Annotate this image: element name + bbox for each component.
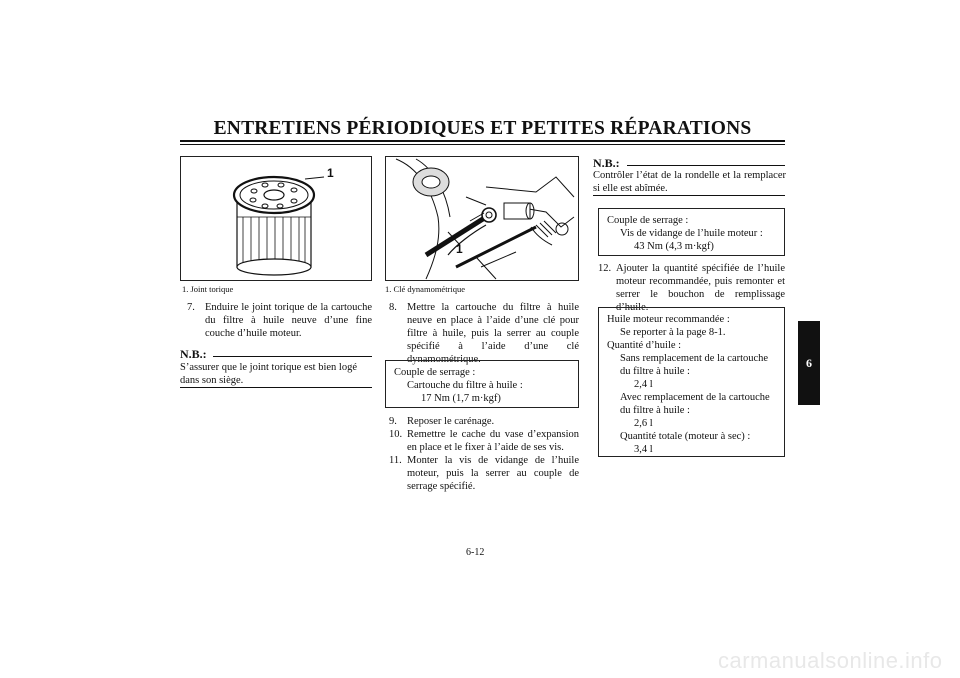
chapter-tab: 6 (798, 321, 820, 405)
oil-value: 2,6 l (634, 418, 653, 429)
step-number: 7. (187, 302, 195, 313)
nb-rule (627, 165, 785, 166)
step-7 (187, 301, 372, 340)
oil-condition: du filtre à huile : (620, 405, 690, 416)
oil-filter-illustration (181, 157, 371, 280)
torque-spec-box (385, 360, 579, 408)
torque-value: 43 Nm (4,3 m·kgf) (634, 241, 714, 252)
nb-text: S’assurer que le joint torique est bien logé dans son siège. (180, 362, 357, 386)
page-title: ENTRETIENS PÉRIODIQUES ET PETITES RÉPARATIONS (213, 118, 752, 139)
torque-label: Couple de serrage : (394, 367, 476, 378)
step-number: 9. (389, 416, 397, 427)
nb-end-rule (180, 387, 372, 388)
figure-caption: 1. Joint torique (182, 284, 234, 294)
step-text: Mettre la cartouche du filtre à huile neuve en place à l’aide d’une clé pour filtre à huile, puis la serrer au couple spécifié à l’aide d’une clé dynamométrique. (407, 302, 579, 365)
step-text: Monter la vis de vidange de l’huile moteur, puis la serrer au couple de serrage spécifié. (407, 455, 579, 492)
torque-item: Cartouche du filtre à huile : (407, 380, 523, 391)
step-text: Reposer le carénage. (407, 416, 495, 427)
oil-reference: Se reporter à la page 8-1. (620, 327, 726, 338)
step-number: 10. (389, 429, 403, 440)
page-number: 6-12 (466, 547, 485, 558)
steps-9-11 (389, 415, 579, 493)
oil-label: Huile moteur recommandée : (607, 314, 730, 325)
nb-end-rule (593, 195, 785, 196)
torque-spec-box (598, 208, 785, 256)
step-8 (389, 301, 579, 366)
title-rule (180, 140, 785, 142)
figure-caption: 1. Clé dynamométrique (385, 284, 466, 294)
step-text: Remettre le cache du vase d’expansion en place et le fixer à l’aide de ses vis. (407, 429, 579, 453)
figure-callout: 1 (456, 242, 463, 256)
oil-value: 2,4 l (634, 379, 653, 390)
nb-label: N.B.: (593, 156, 620, 170)
torque-item: Vis de vidange de l’huile moteur : (620, 228, 763, 239)
figure-callout: 1 (327, 166, 334, 180)
oil-quantity-label: Quantité d’huile : (607, 340, 682, 351)
step-number: 11. (389, 455, 402, 466)
oil-filter-figure (180, 156, 372, 281)
nb-text: Contrôler l’état de la rondelle et la remplacer si elle est abîmée. (593, 170, 786, 194)
nb-rule (213, 356, 372, 357)
torque-value: 17 Nm (1,7 m·kgf) (421, 393, 501, 404)
title-rule-thin (180, 144, 785, 145)
oil-condition: Sans remplacement de la cartouche (620, 353, 769, 364)
torque-wrench-figure (385, 156, 579, 281)
torque-label: Couple de serrage : (607, 215, 689, 226)
oil-value: 3,4 l (634, 444, 653, 455)
watermark-logo: carmanualsonline.info (718, 648, 943, 673)
step-text: Enduire le joint torique de la cartouche du filtre à huile neuve d’une fine couche d’huile moteur. (205, 302, 372, 339)
step-number: 12. (598, 263, 612, 274)
oil-condition: du filtre à huile : (620, 366, 690, 377)
step-text: Ajouter la quantité spécifiée de l’huile moteur recommandée, puis remonter et serrer le bouchon de remplissage d’huile. (616, 263, 785, 313)
nb-label: N.B.: (180, 347, 207, 361)
oil-capacity-box (598, 307, 785, 457)
oil-condition: Avec remplacement de la cartouche (620, 392, 770, 403)
step-number: 8. (389, 302, 397, 313)
oil-condition: Quantité totale (moteur à sec) : (620, 431, 751, 442)
torque-wrench-illustration (386, 157, 578, 280)
